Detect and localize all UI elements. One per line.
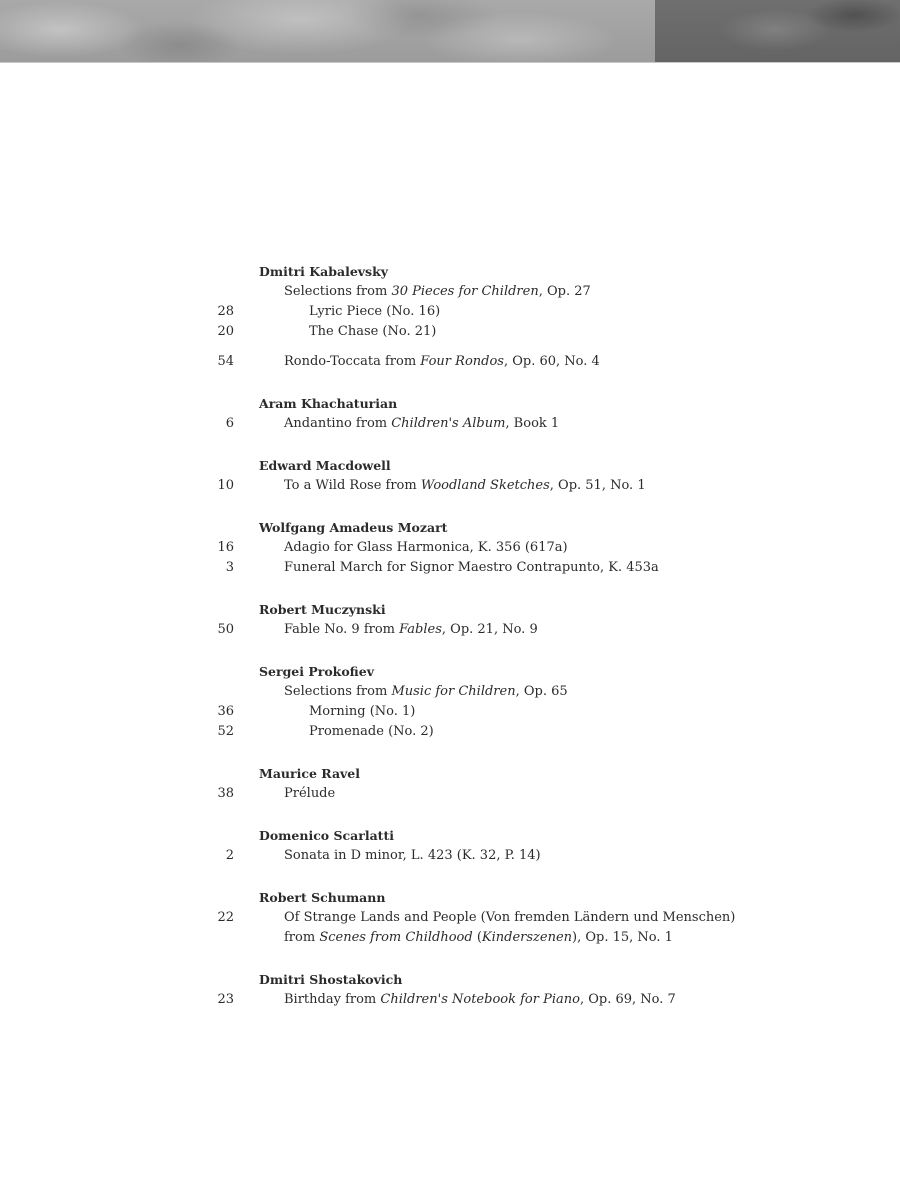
composer-section [0, 394, 900, 434]
page-number: 23 [217, 992, 234, 1007]
toc-entry [0, 414, 900, 434]
title-text: Rondo-Toccata from [284, 354, 421, 369]
composer-section [0, 262, 900, 372]
piece-title [284, 282, 591, 302]
toc-entry [0, 558, 900, 578]
piece-title [309, 322, 436, 342]
toc-entry [0, 846, 900, 866]
composer-section [0, 764, 900, 804]
toc-entry [0, 322, 900, 342]
title-text: To a Wild Rose from [284, 478, 421, 493]
work-title-italic: Children's Notebook for Piano [380, 992, 580, 1007]
piece-title [284, 476, 646, 496]
composer-section [0, 826, 900, 866]
composer-name: Aram Khachaturian [259, 396, 398, 411]
composer-section [0, 970, 900, 1010]
toc-entry [0, 990, 900, 1010]
toc-entry [0, 722, 900, 742]
title-text: , Op. 60, No. 4 [503, 354, 600, 369]
page-number: 2 [225, 848, 234, 863]
work-title-italic: Kinderszenen [481, 930, 573, 945]
piece-title [284, 538, 568, 558]
header-banner-dark-panel [655, 0, 900, 62]
composer-section [0, 600, 900, 640]
title-text: , Op. 65 [515, 684, 568, 699]
work-title-italic: Scenes from Childhood [319, 930, 473, 945]
composer-section [0, 456, 900, 496]
title-text: Selections from [284, 284, 392, 299]
piece-title [284, 784, 335, 804]
composer-section [0, 888, 900, 948]
title-text: ), Op. 15, No. 1 [572, 930, 673, 945]
title-text: Lyric Piece (No. 16) [309, 304, 441, 319]
title-text: Selections from [284, 684, 392, 699]
composer-name: Robert Muczynski [259, 602, 386, 617]
title-text: The Chase (No. 21) [309, 324, 437, 339]
piece-title [284, 908, 735, 928]
piece-title [284, 928, 673, 948]
title-text: ( [472, 930, 482, 945]
title-text: Birthday from [284, 992, 381, 1007]
toc-entry [0, 682, 900, 702]
work-title-italic: 30 Pieces for Children [391, 284, 539, 299]
page-number: 6 [225, 416, 234, 431]
title-text: Funeral March for Signor Maestro Contrapunto, K. 453a [284, 560, 659, 575]
page-number: 54 [217, 354, 234, 369]
toc-entry [0, 352, 900, 372]
composer-name: Dmitri Kabalevsky [259, 264, 389, 279]
composer-name: Domenico Scarlatti [259, 828, 394, 843]
title-text: , Op. 21, No. 9 [441, 622, 538, 637]
piece-title [284, 414, 559, 434]
toc-entry [0, 476, 900, 496]
toc-entry [0, 702, 900, 722]
toc-entry [0, 620, 900, 640]
page-number: 50 [217, 622, 234, 637]
page-number: 52 [217, 724, 234, 739]
composer-name: Robert Schumann [259, 890, 386, 905]
page-number: 16 [217, 540, 234, 555]
page-number: 22 [217, 910, 234, 925]
header-divider [0, 62, 900, 63]
composer-name: Maurice Ravel [259, 766, 361, 781]
title-text: Morning (No. 1) [309, 704, 416, 719]
title-text: Fable No. 9 from [284, 622, 400, 637]
title-text: Prélude [284, 786, 336, 801]
work-title-italic: Four Rondos [420, 354, 504, 369]
toc-entry [0, 302, 900, 322]
title-text: Adagio for Glass Harmonica, K. 356 (617a) [284, 540, 568, 555]
toc-entry [0, 538, 900, 558]
work-title-italic: Music for Children [391, 684, 516, 699]
composer-name: Edward Macdowell [259, 458, 391, 473]
page-number: 3 [225, 560, 234, 575]
title-text: from [284, 930, 320, 945]
page-number: 38 [217, 786, 234, 801]
piece-title [284, 682, 568, 702]
page-number: 36 [217, 704, 234, 719]
piece-title [284, 352, 600, 372]
piece-title [309, 702, 415, 722]
toc-entry [0, 282, 900, 302]
work-title-italic: Children's Album [391, 416, 506, 431]
title-text: , Op. 69, No. 7 [579, 992, 676, 1007]
piece-title [284, 990, 676, 1010]
composer-section [0, 662, 900, 742]
toc-entry [0, 908, 900, 928]
piece-title [284, 620, 538, 640]
title-text: Promenade (No. 2) [309, 724, 434, 739]
title-text: Sonata in D minor, L. 423 (K. 32, P. 14) [284, 848, 541, 863]
title-text: , Op. 51, No. 1 [549, 478, 646, 493]
composer-name: Wolfgang Amadeus Mozart [259, 520, 448, 535]
piece-title [284, 558, 659, 578]
title-text: Of Strange Lands and People (Von fremden Ländern und Menschen) [284, 910, 736, 925]
title-text: , Book 1 [505, 416, 560, 431]
piece-title [284, 846, 541, 866]
piece-title [309, 722, 434, 742]
toc-entry [0, 928, 900, 948]
title-text: , Op. 27 [538, 284, 591, 299]
piece-title [309, 302, 440, 322]
toc-entry [0, 784, 900, 804]
page-number: 28 [217, 304, 234, 319]
title-text: Andantino from [284, 416, 392, 431]
composer-name: Dmitri Shostakovich [259, 972, 403, 987]
page-number: 20 [217, 324, 234, 339]
work-title-italic: Fables [399, 622, 442, 637]
page-number: 10 [217, 478, 234, 493]
composer-name: Sergei Prokofiev [259, 664, 374, 679]
composer-section [0, 518, 900, 578]
work-title-italic: Woodland Sketches [420, 478, 550, 493]
table-of-contents [0, 262, 900, 1032]
